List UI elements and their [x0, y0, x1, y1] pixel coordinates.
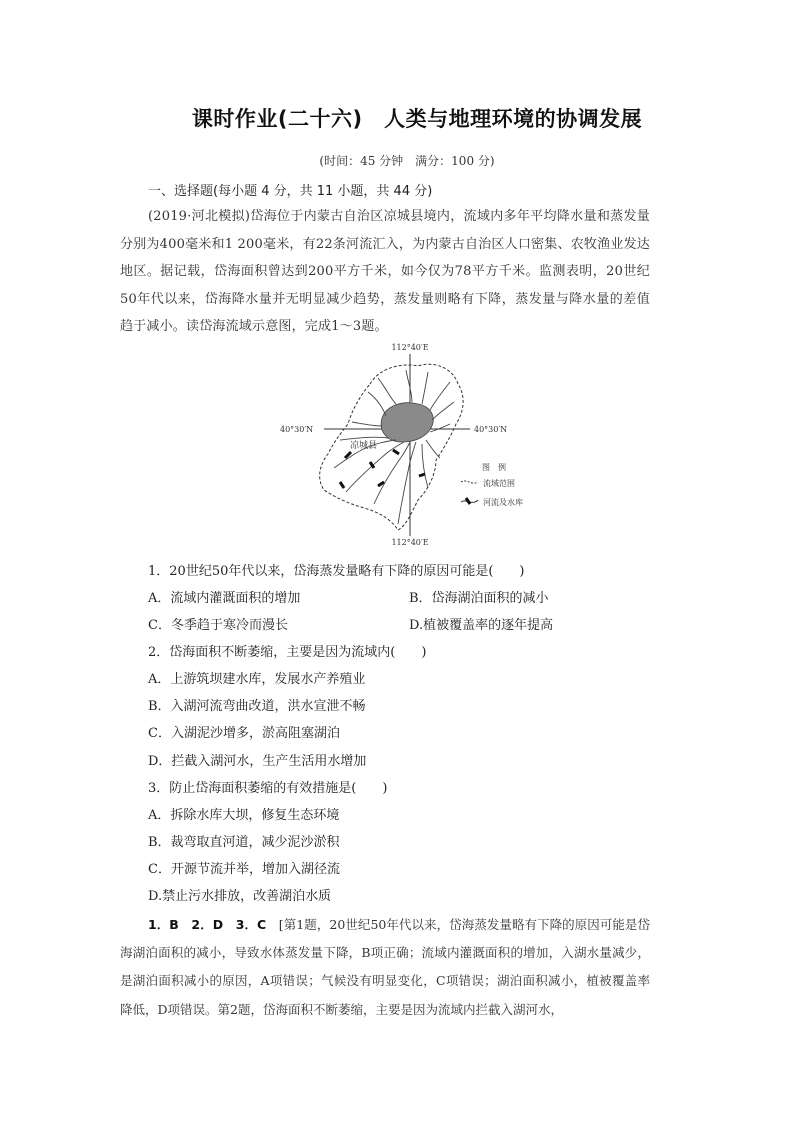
lon-label-top: 112°40′E: [391, 343, 429, 352]
legend-river: 河流及水库: [483, 498, 523, 507]
reservoirs: [340, 450, 425, 488]
exam-info: (时间：45 分钟 满分：100 分): [319, 154, 495, 168]
question-1-stem: 1．20世纪50年代以来，岱海蒸发量略有下降的原因可能是( ): [148, 564, 525, 579]
question-2-option-c[interactable]: C．入湖泥沙增多，淤高阻塞湖泊: [148, 726, 340, 741]
page-title: 课时作业(二十六) 人类与地理环境的协调发展: [191, 107, 643, 131]
answer-explanation: [第1题，20世纪50年代以来，岱海蒸发量略有下降的原因可能是岱海湖泊面积的减小，导致水体蒸发量下降，B项正确；流域内灌溉面积的增加，入湖水量减少，是湖泊面积减小的原因，A项错误；气候没有明显变化，C项错误；湖泊面积减小，植被覆盖率降低，D项错误。第2题，岱海面积不断萎缩，主要是因为流域内拦截入湖河水，: [120, 917, 650, 1017]
legend-basin: 流域范围: [483, 479, 515, 488]
question-2-option-d[interactable]: D．拦截入湖河水，生产生活用水增加: [148, 754, 367, 769]
answer-analysis: [120, 911, 650, 1024]
question-1-option-c[interactable]: C．冬季趋于寒冷而漫长: [148, 618, 288, 633]
question-3-option-c[interactable]: C．开源节流并举，增加入湖径流: [148, 862, 340, 877]
answer-key: 1．B 2．D 3．C: [148, 917, 267, 932]
question-3-option-b[interactable]: B．裁弯取直河道，减少泥沙淤积: [148, 835, 340, 850]
question-3-option-d[interactable]: D.禁止污水排放，改善湖泊水质: [148, 889, 332, 904]
legend-title: 图 例: [482, 463, 506, 472]
question-1-option-a[interactable]: A．流域内灌溉面积的增加: [148, 591, 301, 606]
question-1-option-b[interactable]: B．岱海湖泊面积的减小: [409, 591, 549, 606]
question-2-option-b[interactable]: B．入湖河流弯曲改道，洪水宣泄不畅: [148, 699, 366, 714]
question-3-option-a[interactable]: A．拆除水库大坝，修复生态环境: [148, 808, 340, 823]
legend-basin-symbol: [461, 481, 478, 483]
lat-label-right: 40°30′N: [474, 425, 508, 434]
basin-boundary: [320, 364, 463, 530]
intro-paragraph: (2019·河北模拟)岱海位于内蒙古自治区凉城县境内，流域内多年平均降水量和蒸发量分别为400毫米和1 200毫米，有22条河流汇入，为内蒙古自治区人口密集、农牧渔业发达地区。据记载，岱海面积曾达到200平方千米，如今仅为78平方千米。监测表明，20世纪50年代以来，岱海降水量并无明显减少趋势，蒸发量则略有下降，蒸发量与降水量的差值趋于减小。读岱海流域示意图，完成1～3题。: [120, 209, 650, 335]
question-3-stem: 3．防止岱海面积萎缩的有效措施是( ): [148, 781, 388, 796]
lat-label-left: 40°30′N: [280, 425, 314, 434]
daihai-lake: [381, 403, 433, 442]
question-1-option-d[interactable]: D.植被覆盖率的逐年提高: [409, 618, 554, 633]
county-label: 凉城县: [350, 441, 378, 451]
daihai-basin-map: [278, 340, 538, 550]
lon-label-bottom: 112°40′E: [391, 538, 429, 547]
question-2-stem: 2．岱海面积不断萎缩，主要是因为流域内( ): [148, 645, 427, 660]
section-heading: 一、选择题(每小题 4 分，共 11 小题，共 44 分): [148, 184, 433, 199]
question-2-option-a[interactable]: A．上游筑坝建水库，发展水产养殖业: [148, 672, 366, 687]
